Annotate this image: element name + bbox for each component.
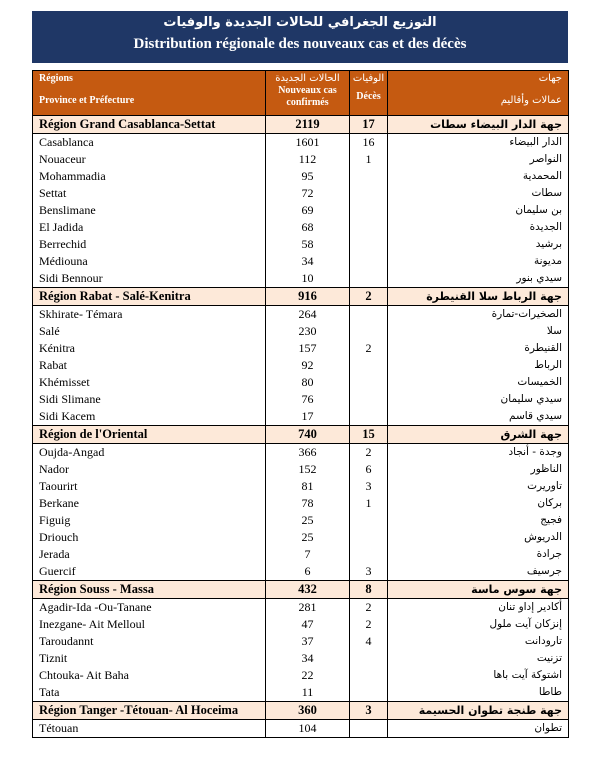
- province-row: [33, 340, 569, 357]
- province-deaths: [350, 219, 388, 236]
- province-row: [33, 512, 569, 529]
- province-name-ar: وجدة - أنجاد: [388, 444, 569, 462]
- province-name: El Jadida: [33, 219, 266, 236]
- province-cases: 1601: [266, 134, 350, 152]
- province-cases: 112: [266, 151, 350, 168]
- region-name-ar: جهة الرباط سلا القنيطرة: [388, 288, 569, 306]
- province-name-ar: فجيج: [388, 512, 569, 529]
- province-deaths: [350, 720, 388, 738]
- province-deaths: [350, 546, 388, 563]
- province-name-ar: تارودانت: [388, 633, 569, 650]
- province-name: Salé: [33, 323, 266, 340]
- header-deaths-fr: Décès: [356, 91, 381, 102]
- region-row: [33, 116, 569, 134]
- province-deaths: [350, 374, 388, 391]
- province-name: Berkane: [33, 495, 266, 512]
- header-regions-ar: [388, 71, 569, 116]
- province-name: Jerada: [33, 546, 266, 563]
- province-name-ar: تزنيت: [388, 650, 569, 667]
- region-row: [33, 288, 569, 306]
- province-row: [33, 563, 569, 581]
- province-deaths: 2: [350, 444, 388, 462]
- header-regions-ar-label: جهات: [538, 73, 562, 84]
- header-deaths-ar: الوفيات: [352, 73, 385, 84]
- province-row: [33, 720, 569, 738]
- province-name-ar: تطوان: [388, 720, 569, 738]
- header-province-label: Province et Préfecture: [39, 95, 135, 106]
- province-name: Tiznit: [33, 650, 266, 667]
- province-row: [33, 495, 569, 512]
- region-name-ar: جهة طنجة تطوان الحسيمة: [388, 702, 569, 720]
- region-cases: 740: [266, 426, 350, 444]
- province-row: [33, 323, 569, 340]
- province-name: Skhirate- Témara: [33, 306, 266, 324]
- region-deaths: 15: [350, 426, 388, 444]
- province-name: Casablanca: [33, 134, 266, 152]
- province-name-ar: أكادير إداو تنان: [388, 599, 569, 617]
- region-deaths: 2: [350, 288, 388, 306]
- province-cases: 58: [266, 236, 350, 253]
- table-header-row: [33, 71, 569, 116]
- province-cases: 92: [266, 357, 350, 374]
- province-deaths: 16: [350, 134, 388, 152]
- province-name-ar: سيدي سليمان: [388, 391, 569, 408]
- province-deaths: 4: [350, 633, 388, 650]
- province-name: Mohammadia: [33, 168, 266, 185]
- regional-distribution-table: [32, 70, 569, 738]
- province-cases: 69: [266, 202, 350, 219]
- province-name-ar: جرادة: [388, 546, 569, 563]
- province-deaths: [350, 667, 388, 684]
- province-cases: 34: [266, 650, 350, 667]
- province-row: [33, 667, 569, 684]
- province-name-ar: الرباط: [388, 357, 569, 374]
- title-french: Distribution régionale des nouveaux cas et des décès: [133, 36, 467, 52]
- province-row: [33, 270, 569, 288]
- province-row: [33, 546, 569, 563]
- province-cases: 264: [266, 306, 350, 324]
- province-row: [33, 461, 569, 478]
- province-row: [33, 529, 569, 546]
- province-name-ar: تاوريرت: [388, 478, 569, 495]
- province-name: Berrechid: [33, 236, 266, 253]
- province-row: [33, 616, 569, 633]
- province-name: Kénitra: [33, 340, 266, 357]
- province-row: [33, 633, 569, 650]
- region-row: [33, 426, 569, 444]
- region-cases: 360: [266, 702, 350, 720]
- region-name: Région Rabat - Salé-Kenitra: [33, 288, 266, 306]
- province-name-ar: جرسيف: [388, 563, 569, 581]
- region-name-ar: جهة سوس ماسة: [388, 581, 569, 599]
- province-deaths: [350, 650, 388, 667]
- province-cases: 81: [266, 478, 350, 495]
- province-name-ar: القنيطرة: [388, 340, 569, 357]
- province-deaths: 1: [350, 151, 388, 168]
- province-row: [33, 134, 569, 152]
- province-cases: 152: [266, 461, 350, 478]
- province-name: Nador: [33, 461, 266, 478]
- province-name: Guercif: [33, 563, 266, 581]
- province-name-ar: الناظور: [388, 461, 569, 478]
- province-row: [33, 374, 569, 391]
- province-cases: 37: [266, 633, 350, 650]
- province-deaths: [350, 202, 388, 219]
- province-cases: 78: [266, 495, 350, 512]
- province-name: Sidi Bennour: [33, 270, 266, 288]
- province-name-ar: مديونة: [388, 253, 569, 270]
- province-row: [33, 306, 569, 324]
- header-new-cases: [266, 71, 350, 116]
- province-cases: 34: [266, 253, 350, 270]
- province-name-ar: طاطا: [388, 684, 569, 702]
- province-cases: 157: [266, 340, 350, 357]
- province-name: Tata: [33, 684, 266, 702]
- province-row: [33, 408, 569, 426]
- province-cases: 104: [266, 720, 350, 738]
- header-regions: [33, 71, 266, 116]
- province-cases: 95: [266, 168, 350, 185]
- region-name: Région Tanger -Tétouan- Al Hoceima: [33, 702, 266, 720]
- region-cases: 432: [266, 581, 350, 599]
- province-row: [33, 219, 569, 236]
- title-arabic: التوزيع الجغرافي للحالات الجديدة والوفيات: [163, 15, 437, 30]
- province-cases: 76: [266, 391, 350, 408]
- province-row: [33, 236, 569, 253]
- region-cases: 916: [266, 288, 350, 306]
- province-deaths: [350, 253, 388, 270]
- province-name-ar: سطات: [388, 185, 569, 202]
- province-deaths: [350, 512, 388, 529]
- province-row: [33, 684, 569, 702]
- province-name-ar: سيدي بنور: [388, 270, 569, 288]
- province-row: [33, 202, 569, 219]
- province-name: Taroudannt: [33, 633, 266, 650]
- province-name-ar: بركان: [388, 495, 569, 512]
- region-name: Région Souss - Massa: [33, 581, 266, 599]
- province-name-ar: الصخيرات-تمارة: [388, 306, 569, 324]
- region-deaths: 8: [350, 581, 388, 599]
- province-deaths: [350, 306, 388, 324]
- province-cases: 25: [266, 512, 350, 529]
- table-title-banner: [32, 11, 568, 63]
- province-name-ar: اشتوكة آيت باها: [388, 667, 569, 684]
- province-cases: 230: [266, 323, 350, 340]
- province-cases: 366: [266, 444, 350, 462]
- province-name-ar: سلا: [388, 323, 569, 340]
- province-name: Médiouna: [33, 253, 266, 270]
- province-cases: 25: [266, 529, 350, 546]
- province-name: Taourirt: [33, 478, 266, 495]
- region-row: [33, 581, 569, 599]
- province-name: Chtouka- Ait Baha: [33, 667, 266, 684]
- province-deaths: [350, 408, 388, 426]
- province-cases: 22: [266, 667, 350, 684]
- province-row: [33, 391, 569, 408]
- province-deaths: [350, 236, 388, 253]
- province-name: Benslimane: [33, 202, 266, 219]
- region-name: Région de l'Oriental: [33, 426, 266, 444]
- province-row: [33, 151, 569, 168]
- province-cases: 281: [266, 599, 350, 617]
- province-cases: 17: [266, 408, 350, 426]
- province-row: [33, 599, 569, 617]
- province-name-ar: برشيد: [388, 236, 569, 253]
- province-row: [33, 185, 569, 202]
- province-deaths: [350, 391, 388, 408]
- province-cases: 10: [266, 270, 350, 288]
- province-name-ar: الدريوش: [388, 529, 569, 546]
- province-name: Driouch: [33, 529, 266, 546]
- region-deaths: 3: [350, 702, 388, 720]
- province-name-ar: المحمدية: [388, 168, 569, 185]
- province-deaths: [350, 168, 388, 185]
- province-deaths: 2: [350, 340, 388, 357]
- province-row: [33, 444, 569, 462]
- province-name: Sidi Slimane: [33, 391, 266, 408]
- province-deaths: [350, 529, 388, 546]
- province-cases: 7: [266, 546, 350, 563]
- province-name: Agadir-Ida -Ou-Tanane: [33, 599, 266, 617]
- province-deaths: 2: [350, 616, 388, 633]
- region-deaths: 17: [350, 116, 388, 134]
- province-deaths: [350, 185, 388, 202]
- province-name-ar: سيدي قاسم: [388, 408, 569, 426]
- province-cases: 72: [266, 185, 350, 202]
- region-row: [33, 702, 569, 720]
- province-name: Nouaceur: [33, 151, 266, 168]
- province-row: [33, 168, 569, 185]
- province-name: Tétouan: [33, 720, 266, 738]
- province-name-ar: الدار البيضاء: [388, 134, 569, 152]
- province-cases: 68: [266, 219, 350, 236]
- province-name: Inezgane- Ait Melloul: [33, 616, 266, 633]
- province-row: [33, 478, 569, 495]
- province-deaths: [350, 684, 388, 702]
- header-provinces-ar-label: عمالات وأقاليم: [500, 95, 562, 106]
- province-row: [33, 357, 569, 374]
- province-cases: 6: [266, 563, 350, 581]
- header-deaths: [350, 71, 388, 116]
- province-deaths: [350, 357, 388, 374]
- province-cases: 47: [266, 616, 350, 633]
- province-deaths: 2: [350, 599, 388, 617]
- province-deaths: 3: [350, 563, 388, 581]
- header-new-cases-fr: Nouveaux cas confirmés: [278, 85, 337, 108]
- province-name: Khémisset: [33, 374, 266, 391]
- province-cases: 80: [266, 374, 350, 391]
- province-name-ar: الجديدة: [388, 219, 569, 236]
- province-cases: 11: [266, 684, 350, 702]
- province-row: [33, 253, 569, 270]
- province-name-ar: الخميسات: [388, 374, 569, 391]
- province-deaths: 3: [350, 478, 388, 495]
- province-name-ar: النواصر: [388, 151, 569, 168]
- province-name: Rabat: [33, 357, 266, 374]
- header-new-cases-ar: الحالات الجديدة: [275, 73, 340, 84]
- province-name-ar: إنزكان آيت ملول: [388, 616, 569, 633]
- province-deaths: 6: [350, 461, 388, 478]
- header-regions-label: Régions: [39, 73, 73, 84]
- province-name-ar: بن سليمان: [388, 202, 569, 219]
- region-name-ar: جهة الدار البيضاء سطات: [388, 116, 569, 134]
- province-row: [33, 650, 569, 667]
- province-deaths: 1: [350, 495, 388, 512]
- region-name: Région Grand Casablanca-Settat: [33, 116, 266, 134]
- region-name-ar: جهة الشرق: [388, 426, 569, 444]
- province-name: Figuig: [33, 512, 266, 529]
- province-name: Sidi Kacem: [33, 408, 266, 426]
- province-deaths: [350, 323, 388, 340]
- province-deaths: [350, 270, 388, 288]
- province-name: Oujda-Angad: [33, 444, 266, 462]
- province-name: Settat: [33, 185, 266, 202]
- region-cases: 2119: [266, 116, 350, 134]
